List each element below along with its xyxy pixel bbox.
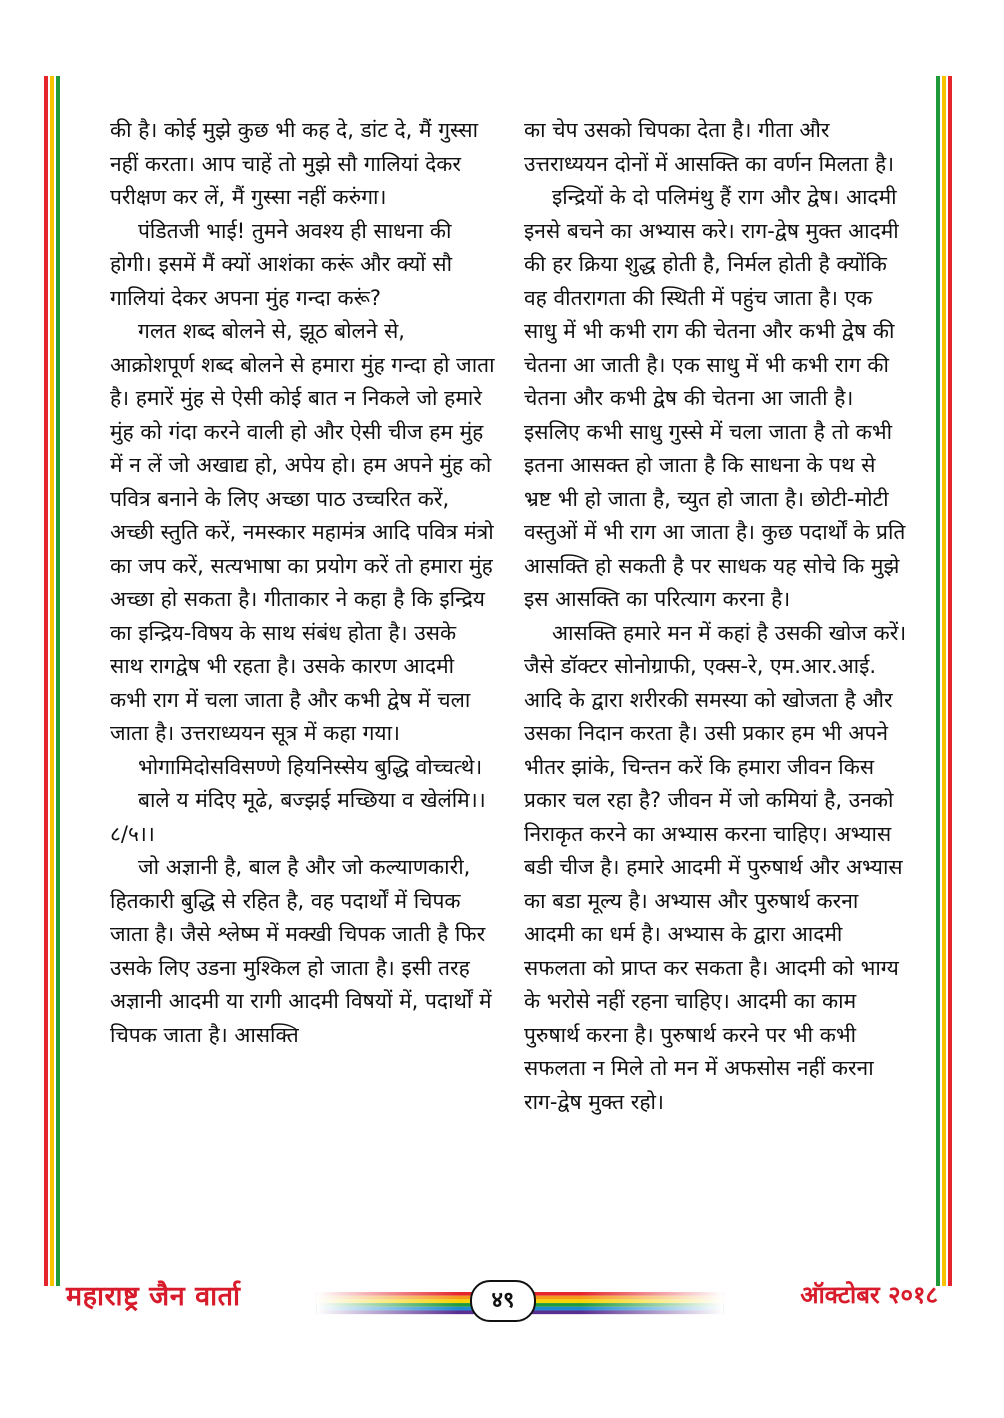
paragraph: इन्द्रियों के दो पलिमंथु हैं राग और द्वेष। आदमी इनसे बचने का अभ्यास करे। राग-द्वेष मुक्त आदमी की हर क्रिया शुद्ध होती है, निर्मल होती है क्योंकि वह वीतरागता की स्थिती में पहुंच जाता है। एक साधु में भी कभी राग की चेतना और कभी द्वेष की चेतना आ जाती है। एक साधु में भी कभी राग की चेतना और कभी द्वेष की चेतना आ जाती है। इसलिए कभी साधु गुस्से में चला जाता है तो कभी इतना आसक्त हो जाता है कि साधना के पथ से भ्रष्ट भी हो जाता है, च्युत हो जाता है। छोटी-मोटी वस्तुओं में भी राग आ जाता है। कुछ पदार्थों के प्रति आसक्ति हो सकती है पर साधक यह सोचे कि मुझे इस आसक्ति का परित्याग करना है। xyxy=(524,185,906,611)
issue-date: ऑक्टोबर २०१८ xyxy=(800,1281,938,1309)
verse-line: भोगामिदोसविसण्णे हियनिस्सेय बुद्धि वोच्चत्थे। xyxy=(138,754,483,779)
paragraph: का चेप उसको चिपका देता है। गीता और उत्तराध्ययन दोनों में आसक्ति का वर्णन मिलता है। xyxy=(524,118,895,176)
page-number: ४९ xyxy=(470,1280,536,1322)
paragraph: पंडितजी भाई! तुमने अवश्य ही साधना की होगी। इसमें मैं क्यों आशंका करूं और क्यों सौ गालियां देकर अपना मुंह गन्दा करूं? xyxy=(110,218,453,310)
left-text-column xyxy=(110,114,495,1052)
paragraph: जो अज्ञानी है, बाल है और जो कल्याणकारी, हितकारी बुद्धि से रहित है, वह पदार्थों में चिपक जाता है। जैसे श्लेष्म में मक्खी चिपक जाती है फिर उसके लिए उडना मुश्किल हो जाता है। इसी तरह अज्ञानी आदमी या रागी आदमी विषयों में, पदार्थों में चिपक जाता है। आसक्ति xyxy=(110,855,492,1047)
verse-line: बाले य मंदिए मूढे, बज्झई मच्छिया व खेलंमि।।८/५।। xyxy=(110,788,486,846)
paragraph: की है। कोई मुझे कुछ भी कह दे, डांट दे, मैं गुस्सा नहीं करता। आप चाहें तो मुझे सौ गालियां देकर परीक्षण कर लें, मैं गुस्सा नहीं करुंगा। xyxy=(110,118,479,209)
right-text-column xyxy=(524,114,909,1119)
left-border-stripes xyxy=(44,76,62,1286)
paragraph: गलत शब्द बोलने से, झूठ बोलने से, आक्रोशपूर्ण शब्द बोलने से हमारा मुंह गन्दा हो जाता है। हमारें मुंह से ऐसी कोई बात न निकले जो हमारे मुंह को गंदा करने वाली हो और ऐसी चीज हम मुंह में न लें जो अखाद्य हो, अपेय हो। हम अपने मुंह को पवित्र बनाने के लिए अच्छा पाठ उच्चरित करें, अच्छी स्तुति करें, नमस्कार महामंत्र आदि पवित्र मंत्रो का जप करें, सत्यभाषा का प्रयोग करें तो हमारा मुंह अच्छा हो सकता है। गीताकार ने कहा है कि इन्द्रिय का इन्द्रिय-विषय के साथ संबंध होता है। उसके साथ रागद्वेष भी रहता है। उसके कारण आदमी कभी राग में चला जाता है और कभी द्वेष में चला जाता है। उत्तराध्ययन सूत्र में कहा गया। xyxy=(110,319,495,745)
magazine-title: महाराष्ट्र जैन वार्ता xyxy=(66,1281,241,1312)
paragraph: आसक्ति हमारे मन में कहां है उसकी खोज करें। जैसे डॉक्टर सोनोग्राफी, एक्स-रे, एम.आर.आई. आदि के द्वारा शरीरकी समस्या को खोजता है और उसका निदान करता है। उसी प्रकार हम भी अपने भीतर झांके, चिन्तन करें कि हमारा जीवन किस प्रकार चल रहा है? जीवन में जो कमियां है, उनको निराकृत करने का अभ्यास करना चाहिए। अभ्यास बडी चीज है। हमारे आदमी में पुरुषार्थ और अभ्यास का बडा मूल्य है। अभ्यास और पुरुषार्थ करना आदमी का धर्म है। अभ्यास के द्वारा आदमी सफलता को प्राप्त कर सकता है। आदमी को भाग्य के भरोसे नहीं रहना चाहिए। आदमी का काम पुरुषार्थ करना है। पुरुषार्थ करने पर भी कभी सफलता न मिले तो मन में अफसोस नहीं करना राग-द्वेष मुक्त रहो। xyxy=(524,620,907,1114)
right-border-stripes xyxy=(936,76,954,1286)
